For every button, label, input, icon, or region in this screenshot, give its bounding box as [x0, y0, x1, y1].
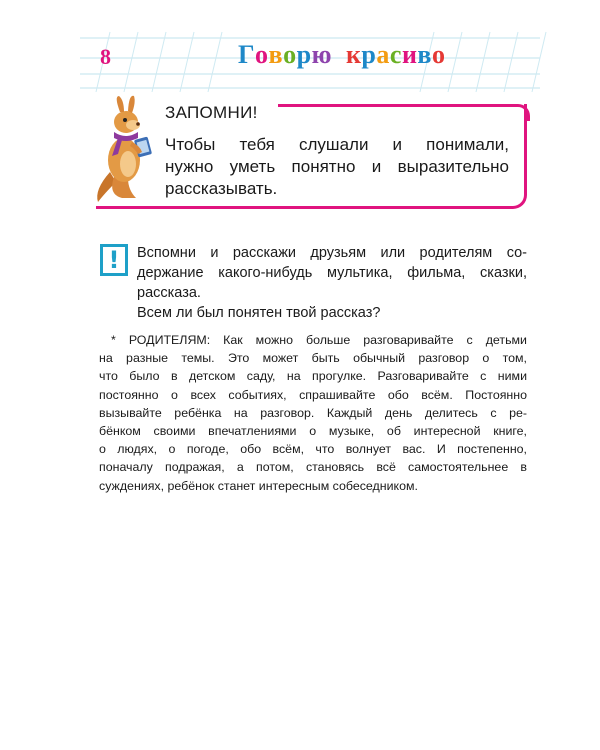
task-line: Вспомни и расскажи друзьям или родителям со- [137, 245, 527, 261]
title-letter: а [376, 40, 390, 69]
title-letter: р [296, 40, 312, 69]
parents-note-line: вызывайте ребёнка на разговор. Каждый день делитесь с ре- [99, 405, 527, 420]
title-letter: в [417, 40, 432, 69]
parents-note-line: поначалу подражая, а потом, становясь всё самостоятельнее в [99, 460, 527, 475]
task-line: держание какого-нибудь мультика, фильма, сказки, [137, 265, 527, 281]
parents-note-first-line [99, 331, 527, 349]
remember-line: Чтобы тебя слушали и понимали, [165, 135, 509, 154]
title-letter: с [389, 40, 402, 69]
parents-note-line: Как можно больше разговаривайте с детьми [223, 333, 527, 347]
task-question: Всем ли был понятен твой рассказ? [137, 305, 381, 321]
parents-note-line: постоянно о всех событиях, спрашивайте обо всём. Постоянно [99, 387, 527, 402]
remember-line: рассказывать. [165, 179, 278, 198]
task-line: рассказа. [137, 285, 201, 301]
kangaroo-mascot-icon [92, 94, 164, 206]
remember-line: нужно уметь понятно и выразительно [165, 157, 509, 176]
title-letter: о [431, 40, 446, 69]
title-letter: и [401, 40, 418, 69]
title-letter: Г [238, 40, 256, 69]
title-letter: к [345, 40, 362, 69]
title-word-1 [238, 40, 332, 69]
title-letter: о [283, 40, 297, 69]
title-letter: о [255, 40, 269, 69]
page-number: 8 [100, 44, 111, 69]
section-title [238, 40, 445, 70]
task-text [137, 243, 527, 323]
title-letter: р [361, 40, 377, 69]
title-word-2 [346, 40, 446, 69]
parents-note-line: о людях, о погоде, обо всём, что волнует вас. И постепенно, [99, 442, 527, 457]
exclamation-icon: ! [100, 244, 128, 276]
parents-note-label: * РОДИТЕЛЯМ: [111, 333, 211, 347]
remember-text [165, 134, 509, 200]
title-letter: ю [311, 40, 332, 69]
parents-note [99, 331, 527, 495]
title-letter: в [268, 40, 284, 69]
parents-note-line: суждениях, ребёнок станет интересным собеседником. [99, 478, 418, 493]
parents-note-line: бёнком своими впечатлениями о музыке, об интересной книге, [99, 424, 527, 439]
remember-heading: ЗАПОМНИ! [165, 103, 258, 122]
parents-note-line: что было в детском саду, на прогулке. Разговаривайте с ними [99, 369, 527, 384]
parents-note-line: на разные темы. Это может быть обычный разговор о том, [99, 351, 527, 366]
